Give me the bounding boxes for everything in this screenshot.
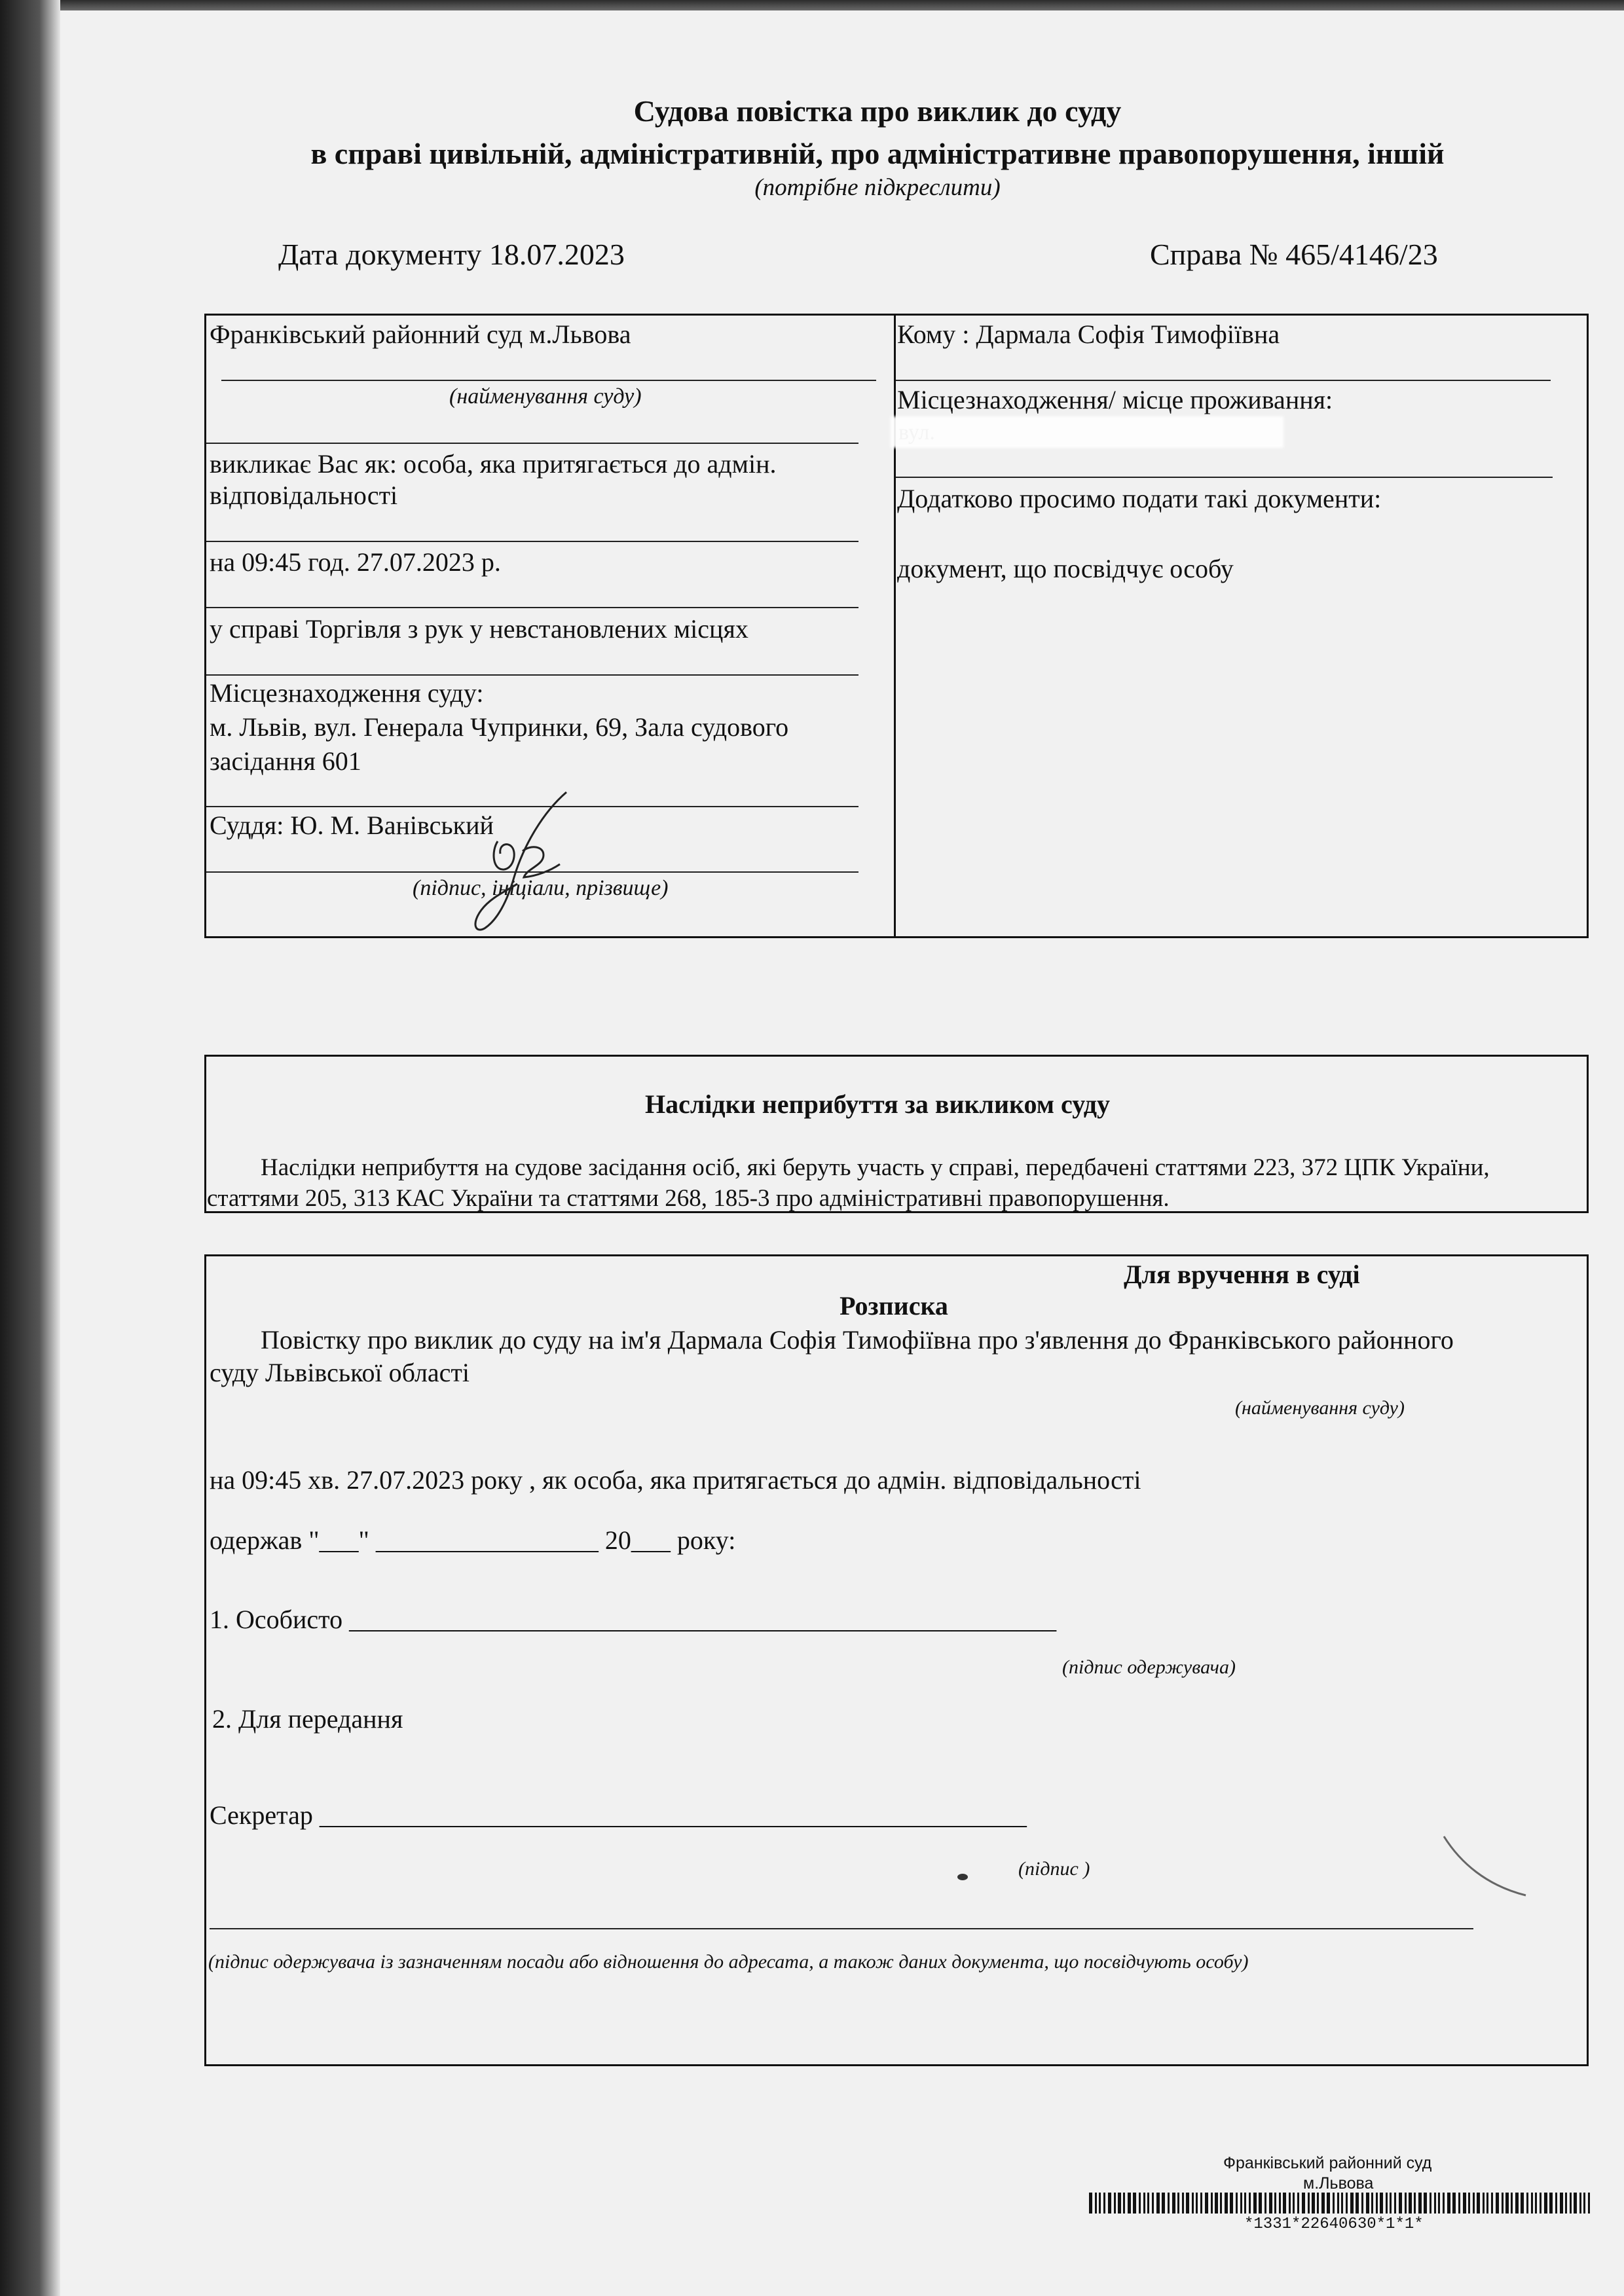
case-subject: у справі Торгівля з рук у невстановлених місцях <box>210 614 748 644</box>
barcode-bar <box>1308 2193 1310 2214</box>
barcode-bar <box>1574 2193 1577 2214</box>
barcode-bar <box>1380 2193 1383 2214</box>
barcode-bar <box>1244 2193 1246 2214</box>
hearing-time: на 09:45 год. 27.07.2023 р. <box>210 547 501 577</box>
barcode-bar <box>1279 2193 1281 2214</box>
documents-label: Додатково просимо подати такі документи: <box>897 484 1382 513</box>
barcode-bar <box>1172 2193 1175 2214</box>
barcode-bar <box>1269 2193 1272 2214</box>
barcode-bar <box>1491 2193 1493 2214</box>
barcode-bar <box>1511 2193 1513 2214</box>
barcode-bar <box>1502 2193 1504 2214</box>
receipt-heading: Розписка <box>840 1291 948 1321</box>
court-location-label: Місцезнаходження суду: <box>210 678 484 708</box>
barcode-bar <box>1583 2193 1585 2214</box>
barcode-bar <box>1434 2193 1436 2214</box>
case-number: Справа № 465/4146/23 <box>1150 238 1438 271</box>
barcode-bar <box>1297 2193 1299 2214</box>
barcode-bar <box>1483 2193 1485 2214</box>
received-date-line: одержав "___" _________________ 20___ року: <box>210 1525 736 1555</box>
scan-edge-left <box>0 0 60 2296</box>
barcode-bar <box>1424 2193 1427 2214</box>
receipt-line2: суду Львівської області <box>210 1358 470 1387</box>
barcode-bar <box>1128 2193 1131 2214</box>
barcode-bar <box>1186 2193 1189 2214</box>
pen-mark <box>1441 1830 1532 1902</box>
bottom-caption: (підпис одержувача із зазначенням посади або відношення до адресата, а також даних документа, що посвідчують особу) <box>208 1951 1249 1973</box>
barcode-bar <box>1386 2193 1388 2214</box>
summons-role-line1: викликає Вас як: особа, яка притягається до адмін. <box>210 449 777 479</box>
barcode-bar <box>1321 2193 1325 2214</box>
barcode-bar <box>1399 2193 1402 2214</box>
summons-role-line2: відповідальності <box>210 481 398 510</box>
barcode-bar <box>1249 2193 1251 2214</box>
subtitle-note: (потрібне підкреслити) <box>754 174 1001 201</box>
barcode-bar <box>1549 2193 1553 2214</box>
barcode <box>1089 2193 1593 2214</box>
for-transfer-label: 2. Для передання <box>212 1704 403 1734</box>
documents-value: документ, що посвідчує особу <box>897 554 1234 583</box>
barcode-bar <box>1458 2193 1460 2214</box>
barcode-bar <box>1215 2193 1218 2214</box>
barcode-bar <box>1177 2193 1179 2214</box>
barcode-bar <box>1341 2193 1343 2214</box>
barcode-bar <box>1356 2193 1359 2214</box>
barcode-bar <box>1230 2193 1233 2214</box>
barcode-bar <box>1114 2193 1116 2214</box>
barcode-bar <box>1182 2193 1184 2214</box>
barcode-bar <box>1390 2193 1392 2214</box>
barcode-bar <box>1535 2193 1537 2214</box>
barcode-bar <box>1418 2193 1422 2214</box>
column-divider <box>894 314 896 938</box>
recipient-signature-caption: (підпис одержувача) <box>1062 1656 1236 1678</box>
scan-edge-top <box>0 0 1624 10</box>
separator-line <box>206 674 858 676</box>
redacted-address <box>891 416 1283 448</box>
barcode-bar <box>1473 2193 1475 2214</box>
barcode-bar <box>1366 2193 1369 2214</box>
barcode-bar <box>1240 2193 1242 2214</box>
barcode-bar <box>1156 2193 1160 2214</box>
barcode-bar <box>1168 2193 1170 2214</box>
barcode-bar <box>1327 2193 1330 2214</box>
barcode-bar <box>1515 2193 1519 2214</box>
barcode-bar <box>1555 2193 1557 2214</box>
barcode-bar <box>1544 2193 1547 2214</box>
barcode-bar <box>1200 2193 1202 2214</box>
barcode-bar <box>1350 2193 1354 2214</box>
court-name: Франківський районний суд м.Львова <box>210 319 631 349</box>
barcode-bar <box>1560 2193 1563 2214</box>
barcode-bar <box>1531 2193 1533 2214</box>
barcode-bar <box>1505 2193 1509 2214</box>
barcode-bar <box>1143 2193 1145 2214</box>
barcode-bar <box>1162 2193 1165 2214</box>
receipt-line1: Повістку про виклик до суду на ім'я Дармала Софія Тимофіївна про з'явлення до Франківського районного <box>261 1325 1454 1355</box>
barcode-bar <box>1477 2193 1480 2214</box>
barcode-bar <box>1570 2193 1572 2214</box>
barcode-bar <box>1468 2193 1470 2214</box>
barcode-bar <box>1526 2193 1528 2214</box>
footer-court-line1: Франківський районний суд <box>1223 2154 1432 2172</box>
barcode-bar <box>1443 2193 1445 2214</box>
barcode-bar <box>1123 2193 1125 2214</box>
separator-line <box>206 541 858 542</box>
judge-signature <box>445 786 596 936</box>
recipient-name: Кому : Дармала Софія Тимофіївна <box>897 319 1280 349</box>
barcode-bar <box>1095 2193 1097 2214</box>
barcode-bar <box>1118 2193 1121 2214</box>
barcode-bar <box>1486 2193 1488 2214</box>
consequences-heading: Наслідки неприбуття за викликом суду <box>645 1089 1110 1119</box>
personally-line: 1. Особисто ______________________________________________________ <box>210 1605 1057 1634</box>
court-location-line2: засідання 601 <box>210 746 361 776</box>
barcode-bar <box>1264 2193 1266 2214</box>
barcode-bar <box>1293 2193 1295 2214</box>
barcode-bar <box>1337 2193 1339 2214</box>
receipt-signature-line <box>210 1928 1473 1929</box>
barcode-bar <box>1152 2193 1154 2214</box>
barcode-text: *1331*22640630*1*1* <box>1244 2215 1424 2233</box>
barcode-bar <box>1447 2193 1450 2214</box>
barcode-bar <box>1103 2193 1105 2214</box>
judge-name: Суддя: Ю. М. Ванівський <box>210 811 494 840</box>
barcode-bar <box>1259 2193 1262 2214</box>
barcode-bar <box>1289 2193 1291 2214</box>
barcode-bar <box>1414 2193 1416 2214</box>
barcode-bar <box>1274 2193 1276 2214</box>
signature-caption: (підпис, ініціали, прізвище) <box>413 876 669 900</box>
barcode-bar <box>1089 2193 1092 2214</box>
barcode-bar <box>1220 2193 1222 2214</box>
barcode-bar <box>1317 2193 1319 2214</box>
residence-label: Місцезнаходження/ місце проживання: <box>897 385 1333 414</box>
document-date: Дата документу 18.07.2023 <box>278 238 625 271</box>
ink-spot <box>957 1874 968 1880</box>
consequences-text-line2: статтями 205, 313 КАС України та статтями 268, 185-3 про адміністративні правопорушення. <box>207 1185 1170 1212</box>
barcode-bar <box>1376 2193 1378 2214</box>
barcode-bar <box>1540 2193 1541 2214</box>
barcode-bar <box>1139 2193 1141 2214</box>
document-title: Судова повістка про виклик до суду <box>633 94 1122 128</box>
court-name-underline <box>221 380 876 381</box>
barcode-bar <box>1405 2193 1407 2214</box>
barcode-bar <box>1108 2193 1111 2214</box>
document-subtitle: в справі цивільній, адміністративній, про адміністративне правопорушення, іншій <box>310 137 1445 170</box>
barcode-bar <box>1147 2193 1149 2214</box>
barcode-bar <box>1452 2193 1456 2214</box>
residence-underline <box>896 477 1553 478</box>
barcode-bar <box>1409 2193 1412 2214</box>
barcode-bar <box>1579 2193 1581 2214</box>
barcode-bar <box>1283 2193 1286 2214</box>
barcode-bar <box>1211 2193 1213 2214</box>
receipt-hearing-line: на 09:45 хв. 27.07.2023 року , як особа, яка притягається до адмін. відповідальності <box>210 1465 1141 1495</box>
barcode-bar <box>1312 2193 1315 2214</box>
barcode-bar <box>1588 2193 1590 2214</box>
barcode-bar <box>1133 2193 1136 2214</box>
barcode-bar <box>1394 2193 1396 2214</box>
barcode-bar <box>1192 2193 1194 2214</box>
barcode-bar <box>1099 2193 1101 2214</box>
barcode-bar <box>1236 2193 1238 2214</box>
barcode-bar <box>1253 2193 1257 2214</box>
separator-line <box>206 607 858 608</box>
barcode-bar <box>1430 2193 1431 2214</box>
secretary-signature-caption: (підпис ) <box>1018 1858 1090 1880</box>
for-court-label: Для вручення в суді <box>1124 1260 1360 1289</box>
barcode-bar <box>1521 2193 1524 2214</box>
barcode-bar <box>1333 2193 1335 2214</box>
barcode-bar <box>1565 2193 1567 2214</box>
receipt-court-caption: (найменування суду) <box>1235 1397 1405 1419</box>
barcode-bar <box>1205 2193 1208 2214</box>
court-name-caption: (найменування суду) <box>449 384 642 409</box>
recipient-underline <box>896 380 1551 381</box>
barcode-bar <box>1302 2193 1305 2214</box>
barcode-bar <box>1438 2193 1440 2214</box>
barcode-bar <box>1346 2193 1348 2214</box>
barcode-bar <box>1463 2193 1466 2214</box>
barcode-bar <box>1225 2193 1228 2214</box>
separator-line <box>206 443 858 444</box>
barcode-bar <box>1196 2193 1198 2214</box>
barcode-bar <box>1496 2193 1499 2214</box>
consequences-text-line1: Наслідки неприбуття на судове засідання осіб, які беруть участь у справі, передбачені статтями 223, 372 ЦПК України, <box>261 1154 1490 1181</box>
barcode-bar <box>1361 2193 1363 2214</box>
footer-court-line2: м.Львова <box>1303 2174 1374 2193</box>
court-location-line1: м. Львів, вул. Генерала Чупринки, 69, Зала судового <box>210 712 789 742</box>
barcode-bar <box>1371 2193 1373 2214</box>
secretary-line: Секретар ______________________________________________________ <box>210 1800 1027 1830</box>
